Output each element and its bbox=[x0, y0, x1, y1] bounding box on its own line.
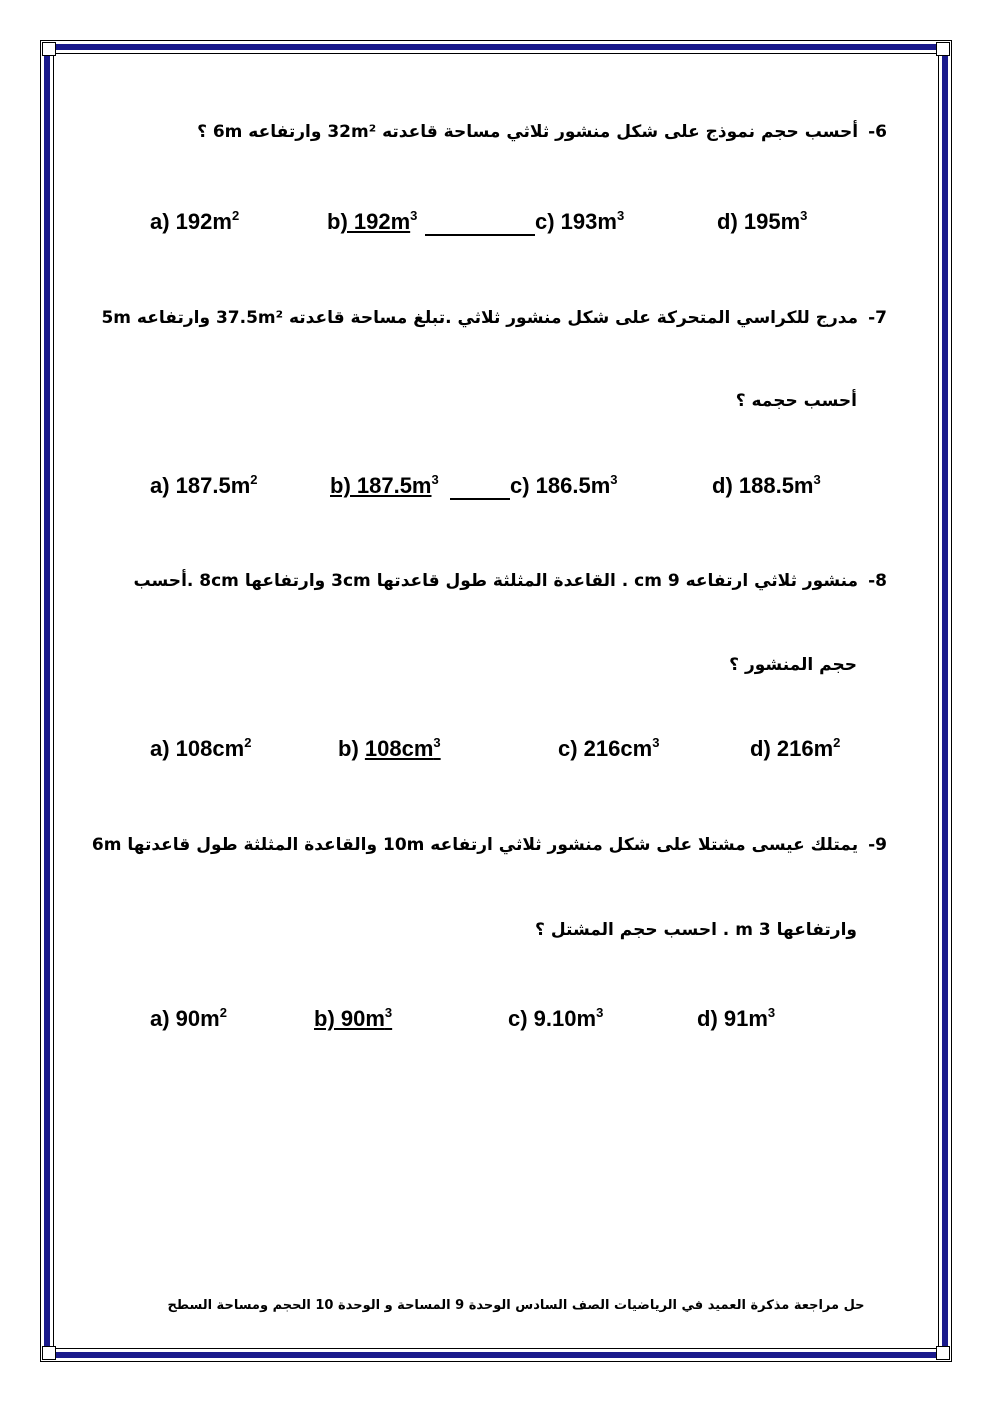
choice-a: a) $192m^2$ bbox=[150, 208, 240, 234]
border-corner-ornament bbox=[936, 42, 950, 56]
question-text: مدرج للكراسي المتحركة على شكل منشور ثلاثي .تبلغ مساحة قاعدته 37.5m² وارتفاعه 5m bbox=[101, 308, 859, 328]
choice-c: c) $216cm^3$ bbox=[558, 735, 660, 761]
border-corner-ornament bbox=[936, 1346, 950, 1360]
choice-d: d) $188.5m^3$ bbox=[712, 472, 821, 498]
choice-a: a) $108cm^2$ bbox=[150, 735, 252, 761]
choice-c: c) $193m^3$ bbox=[535, 208, 625, 234]
choice-c: c) $186.5m^3$ bbox=[510, 472, 618, 498]
choice-a: a) $90m^2$ bbox=[150, 1005, 227, 1031]
question-9 bbox=[92, 835, 887, 855]
question-text: منشور ثلاثي ارتفاعه 9 cm . القاعدة المثلثة طول قاعدتها 3cm وارتفاعها 8cm .أحسب bbox=[133, 571, 859, 591]
question-number: 7- bbox=[868, 308, 887, 328]
choice-d: d) $91m^3$ bbox=[697, 1005, 776, 1031]
question-6 bbox=[197, 122, 887, 142]
question-7 bbox=[101, 308, 887, 328]
page-footer: حل مراجعة مذكرة العميد في الرياضيات الصف السادس الوحدة 9 المساحة و الوحدة 10 الحجم ومساحة السطح bbox=[167, 1298, 865, 1313]
border-corner-ornament bbox=[42, 42, 56, 56]
question-number: 8- bbox=[868, 571, 887, 591]
choice-b: b) $192m^3$ bbox=[327, 208, 418, 234]
choice-c: c) $9.10m^3$ bbox=[508, 1005, 604, 1031]
question-continuation: أحسب حجمه ؟ bbox=[735, 391, 857, 411]
answer-underline bbox=[450, 498, 510, 500]
choice-d: d) $195m^3$ bbox=[717, 208, 808, 234]
question-continuation: حجم المنشور ؟ bbox=[729, 655, 857, 675]
choice-b: b) $90m^3$ bbox=[314, 1005, 393, 1031]
question-8 bbox=[134, 571, 887, 591]
answer-underline bbox=[425, 234, 535, 236]
border-corner-ornament bbox=[42, 1346, 56, 1360]
question-text: يمتلك عيسى مشتلا على شكل منشور ثلاثي ارتفاعه 10m والقاعدة المثلثة طول قاعدتها 6m bbox=[91, 835, 859, 855]
question-number: 6- bbox=[868, 122, 887, 142]
question-continuation: وارتفاعها 3 m . احسب حجم المشتل ؟ bbox=[535, 920, 857, 940]
page-border-inner bbox=[53, 53, 939, 1349]
choice-b: b) $108cm^3$ bbox=[338, 735, 441, 761]
choice-a: a) $187.5m^2$ bbox=[150, 472, 258, 498]
choice-d: d) $216m^2$ bbox=[750, 735, 841, 761]
question-text: أحسب حجم نموذج على شكل منشور ثلاثي مساحة قاعدته 32m² وارتفاعه 6m ؟ bbox=[197, 122, 859, 142]
question-number: 9- bbox=[868, 835, 887, 855]
choice-b: b) $187.5m^3$ bbox=[330, 472, 439, 498]
